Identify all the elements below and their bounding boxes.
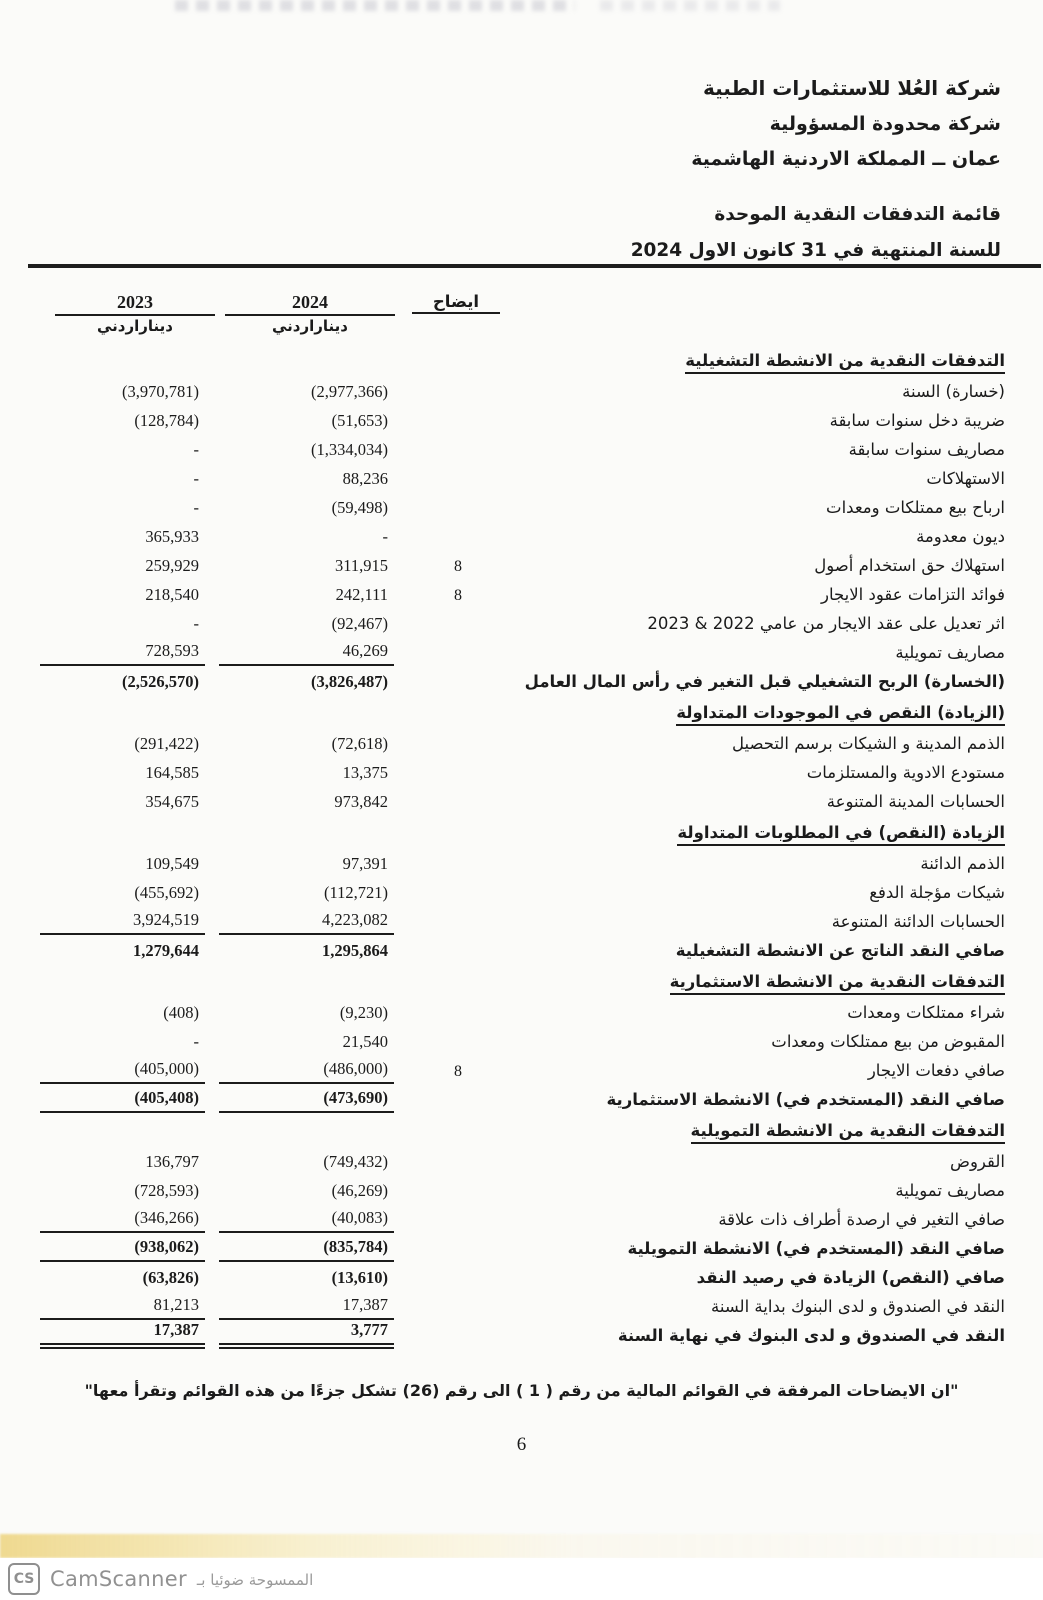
value-2024: (46,269) [331,1181,388,1200]
table-row [40,1055,1005,1084]
row-label: ديون معدومة [916,527,1005,547]
value-2024: 21,540 [342,1032,388,1051]
value-2024: (835,784) [219,1237,394,1262]
row-label: صافي النقد (المستخدم في) الانشطة التمويلية [627,1239,1005,1259]
table-row [40,405,1005,434]
row-note-ref [408,663,508,666]
row-note-ref [408,932,508,935]
row-label: مصاريف سنوات سابقة [848,440,1005,460]
section-header-row [40,695,1005,726]
table-row [40,550,1005,579]
row-label: النقد في الصندوق و لدى البنوك في نهاية السنة [617,1326,1005,1346]
row-note-ref [408,1317,508,1320]
bleed-through-artifact [175,0,575,11]
column-header-note [412,292,500,314]
table-row [40,579,1005,608]
value-2024: (13,610) [331,1268,388,1287]
value-2024: (486,000) [219,1059,394,1084]
row-label: مستودع الادوية والمستلزمات [806,763,1005,783]
row-note-ref [408,874,508,877]
row-label: مصاريف تمويلية [895,643,1005,663]
row-label: شيكات مؤجلة الدفع [869,883,1005,903]
value-2023: 365,933 [145,527,199,546]
value-2023: 354,675 [145,792,199,811]
row-label: (الخسارة) الربح التشغيلي قبل التغير في رأس المال العامل [524,672,1005,692]
table-row [40,1320,1005,1349]
row-note-ref [408,634,508,637]
table-row [40,935,1005,964]
row-note-ref [408,1288,508,1291]
value-2024: 3,777 [219,1320,394,1349]
value-2023: (346,266) [40,1208,205,1233]
year-2023-label: 2023 [55,292,215,316]
row-note-ref [408,754,508,757]
column-header-2024 [225,292,395,335]
section-title: الزيادة (النقص) في المطلوبات المتداولة [677,823,1005,846]
year-2024-label: 2024 [225,292,395,316]
row-note-ref: 8 [454,1063,462,1080]
value-2023: (2,526,570) [122,672,199,691]
section-title: (الزيادة) النقص في الموجودات المتداولة [676,703,1005,726]
table-row [40,608,1005,637]
value-2024: (59,498) [331,498,388,517]
row-label: الحسابات المدينة المتنوعة [826,792,1005,812]
company-name: شركة العُلا للاستثمارات الطبية [703,76,1001,100]
value-2024: (3,826,487) [311,672,388,691]
value-2023: (128,784) [134,411,199,430]
section-title: التدفقات النقدية من الانشطة التمويلية [691,1121,1005,1144]
statement-period: للسنة المنتهية في 31 كانون الاول 2024 [630,240,1001,261]
value-2024: 13,375 [342,763,388,782]
table-row [40,848,1005,877]
table-row [40,521,1005,550]
row-note-ref [408,402,508,405]
row-label: استهلاك حق استخدام أصول [814,556,1005,576]
value-2023: 109,549 [145,854,199,873]
table-row [40,1262,1005,1291]
value-2023: (728,593) [134,1181,199,1200]
value-2023: 3,924,519 [40,910,205,935]
value-2024: 88,236 [342,469,388,488]
row-label: (خسارة) السنة [902,382,1005,402]
row-note-ref: 8 [454,558,462,575]
value-2024: 973,842 [334,792,388,811]
value-2024: (2,977,366) [311,382,388,401]
financial-statements-footnote: "ان الايضاحات المرفقة في القوائم المالية من رقم ( 1 ) الى رقم (26) تشكل جزءًا من هذه القوائم وتقرأ معها" [84,1381,959,1400]
value-2023: - [193,440,199,459]
row-label: ضريبة دخل سنوات سابقة [829,411,1005,431]
row-note-ref [408,1172,508,1175]
header-rule [28,264,1041,268]
scanned-with-text: الممسوحة ضوئيا بـ [196,1571,314,1589]
value-2024: (51,653) [331,411,388,430]
value-2023: (408) [163,1003,199,1022]
row-note-ref [408,692,508,695]
value-2023: 218,540 [145,585,199,604]
row-note-ref [408,547,508,550]
value-2024: 17,387 [219,1295,394,1320]
note-column-label: ايضاح [412,292,500,314]
table-row [40,997,1005,1026]
row-note-ref [408,1346,508,1349]
value-2024: 1,295,864 [322,941,388,960]
value-2023: (405,000) [40,1059,205,1084]
camscanner-watermark-bar [0,1558,1043,1600]
row-note-ref [408,1201,508,1204]
value-2023: 259,929 [145,556,199,575]
row-note-ref [408,1259,508,1262]
value-2023: (405,408) [40,1088,205,1113]
value-2023: - [193,469,199,488]
page-number: 6 [516,1434,527,1455]
row-label: صافي النقد الناتج عن الانشطة التشغيلية [675,941,1005,961]
row-note-ref [408,812,508,815]
value-2023: 164,585 [145,763,199,782]
company-type: شركة محدودة المسؤولية [769,113,1001,135]
value-2024: 97,391 [342,854,388,873]
table-row [40,637,1005,666]
row-note-ref [408,961,508,964]
value-2024: - [382,527,388,546]
section-title: التدفقات النقدية من الانشطة التشغيلية [685,351,1005,374]
value-2023: (938,062) [40,1237,205,1262]
column-header-2023 [55,292,215,335]
row-note-ref [408,783,508,786]
table-row [40,463,1005,492]
value-2024: (92,467) [331,614,388,633]
table-row [40,666,1005,695]
section-header-row [40,1113,1005,1144]
camscanner-logo-icon: CS [8,1563,40,1595]
table-row [40,877,1005,906]
value-2024: (749,432) [323,1152,388,1171]
row-label: صافي (النقص) الزيادة في رصيد النقد [696,1268,1005,1288]
value-2024: 242,111 [335,585,388,604]
row-note-ref [408,1023,508,1026]
value-2023: 81,213 [40,1295,205,1320]
row-label: الذمم الدائنة [920,854,1005,874]
statement-title-block [631,204,1001,261]
row-note-ref [408,1110,508,1113]
value-2023: - [193,614,199,633]
value-2024: (473,690) [219,1088,394,1113]
section-title: التدفقات النقدية من الانشطة الاستثمارية [670,972,1005,995]
table-row [40,728,1005,757]
row-note-ref: 8 [454,587,462,604]
row-note-ref [408,1230,508,1233]
row-label: اثر تعديل على عقد الايجار من عامي 2022 & 2023 [647,614,1005,634]
value-2023: - [193,1032,199,1051]
row-label: صافي دفعات الايجار [867,1061,1005,1081]
currency-label-2023: ديناراردني [96,317,173,335]
table-row [40,1175,1005,1204]
table-row [40,1233,1005,1262]
value-2023: 17,387 [40,1320,205,1349]
value-2023: (291,422) [134,734,199,753]
camscanner-brand-text: CamScanner [50,1567,187,1591]
document-header [691,76,1001,170]
row-label: فوائد التزامات عقود الايجار [821,585,1005,605]
value-2024: 311,915 [334,556,388,575]
row-label: القروض [950,1152,1005,1172]
row-label: مصاريف تمويلية [895,1181,1005,1201]
row-note-ref [408,903,508,906]
value-2024: (9,230) [339,1003,388,1022]
row-note-ref [408,431,508,434]
row-label: النقد في الصندوق و لدى البنوك بداية السنة [711,1297,1005,1317]
section-header-row [40,815,1005,846]
table-row [40,1084,1005,1113]
value-2024: (112,721) [323,883,388,902]
value-2023: 728,593 [40,641,205,666]
row-note-ref [408,460,508,463]
table-row [40,1026,1005,1055]
table-row [40,1204,1005,1233]
row-label: صافي التغير في ارصدة أطراف ذات علاقة [718,1210,1005,1230]
table-row [40,376,1005,405]
scan-smudge-artifact [0,1534,1043,1558]
value-2024: (72,618) [331,734,388,753]
row-note-ref [408,518,508,521]
value-2023: 1,279,644 [133,941,199,960]
value-2023: 136,797 [145,1152,199,1171]
table-row [40,906,1005,935]
table-row [40,757,1005,786]
value-2024: 46,269 [219,641,394,666]
currency-label-2024: ديناراردني [271,317,348,335]
row-label: الذمم المدينة و الشيكات برسم التحصيل [731,734,1005,754]
value-2024: 4,223,082 [219,910,394,935]
row-label: الاستهلاكات [926,469,1005,489]
bleed-through-artifact [600,0,780,11]
row-label: المقبوض من بيع ممتلكات ومعدات [771,1032,1005,1052]
row-note-ref [408,1052,508,1055]
value-2023: (455,692) [134,883,199,902]
section-header-row [40,343,1005,374]
row-note-ref [408,489,508,492]
value-2023: - [193,498,199,517]
table-row [40,434,1005,463]
row-label: شراء ممتلكات ومعدات [847,1003,1005,1023]
section-header-row [40,964,1005,995]
row-label: الحسابات الدائنة المتنوعة [831,912,1005,932]
company-location: عمان ــ المملكة الاردنية الهاشمية [691,148,1001,170]
row-label: ارباح بيع ممتلكات ومعدات [826,498,1005,518]
statement-title: قائمة التدفقات النقدية الموحدة [714,204,1001,225]
table-row [40,1146,1005,1175]
table-row [40,492,1005,521]
table-row [40,786,1005,815]
value-2023: (63,826) [142,1268,199,1287]
value-2023: (3,970,781) [122,382,199,401]
table-row [40,1291,1005,1320]
row-label: صافي النقد (المستخدم في) الانشطة الاستثمارية [606,1090,1005,1110]
value-2024: (1,334,034) [311,440,388,459]
statement-table [40,343,1005,1349]
value-2024: (40,083) [219,1208,394,1233]
